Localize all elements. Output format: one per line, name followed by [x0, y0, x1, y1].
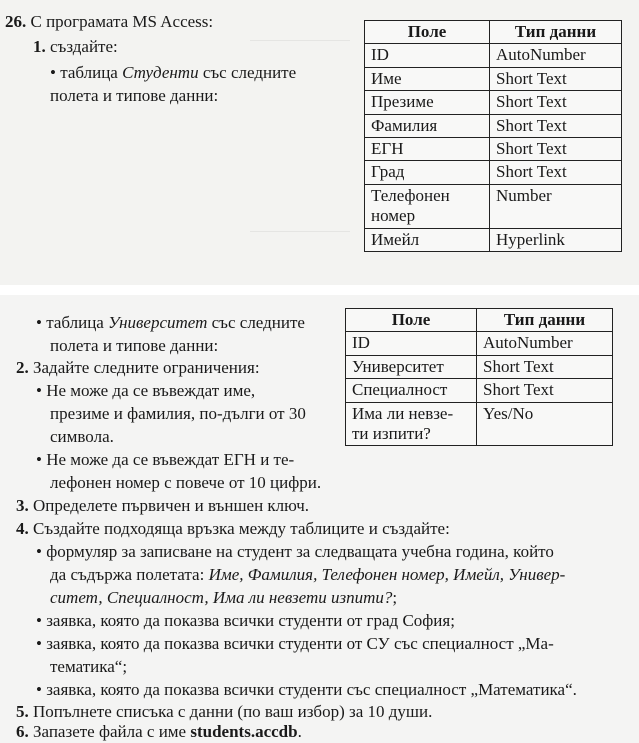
table-row	[346, 379, 613, 402]
form-fields-list-2: ситет, Специалност, Има ли невзети изпити?	[50, 588, 393, 607]
table-header-row	[365, 21, 622, 44]
data-type-cell: Number	[490, 184, 622, 228]
header-field: Поле	[365, 21, 490, 44]
form-fields-prefix: да съдържа полетата:	[50, 565, 209, 584]
data-type-cell: Hyperlink	[490, 228, 622, 251]
step-4-bullet-3-line1: • заявка, която да показва всички студенти от СУ със специалност „Ма-	[36, 634, 554, 653]
header-type: Тип данни	[490, 21, 622, 44]
form-fields-suffix: ;	[392, 588, 398, 607]
step-6-suffix: .	[297, 722, 302, 741]
students-bullet-line2: полета и типове данни:	[50, 86, 219, 105]
step-5-text: Попълнете списъка с данни (по ваш избор) за 10 души.	[33, 702, 433, 721]
field-name-cell: Фамилия	[365, 114, 490, 137]
step-6-number: 6.	[16, 722, 29, 741]
students-table-name: Студенти	[122, 63, 199, 82]
table-row	[346, 402, 613, 446]
data-type-cell: Short Text	[490, 67, 622, 90]
data-type-cell: AutoNumber	[477, 332, 613, 355]
field-name-cell: Град	[365, 161, 490, 184]
data-type-cell: Short Text	[490, 137, 622, 160]
field-name-cell: Има ли невзе- ти изпити?	[346, 402, 477, 446]
students-bullet-prefix: • таблица	[50, 63, 123, 82]
table-row	[346, 355, 613, 378]
step-2-number: 2.	[16, 358, 29, 377]
step-4-text: Създайте подходяща връзка между таблиците и създайте:	[33, 519, 450, 538]
step-6	[16, 722, 302, 742]
students-fields-table	[364, 20, 622, 252]
field-name-cell: Име	[365, 67, 490, 90]
table-row	[365, 44, 622, 67]
table-row	[346, 332, 613, 355]
step-4-bullet-4: • заявка, която да показва всички студенти със специалност „Математика“.	[36, 680, 577, 699]
students-bullet-suffix: със следните	[198, 63, 297, 82]
university-fields-table	[345, 308, 613, 446]
step-2-bullet-2-line2: лефонен номер с повече от 10 цифри.	[50, 473, 322, 492]
form-fields-list-1: Име, Фамилия, Телефонен номер, Имейл, Универ-	[208, 565, 566, 584]
university-bullet-prefix: • таблица	[36, 313, 109, 332]
scan-gap	[0, 285, 639, 295]
step-6-filename: students.accdb	[190, 722, 298, 741]
step-3	[16, 496, 309, 516]
university-table-name: Университет	[108, 313, 208, 332]
data-type-cell: Short Text	[490, 161, 622, 184]
step-4-bullet-1-line1: • формуляр за записване на студент за следващата учебна година, който	[36, 542, 554, 561]
data-type-cell: Short Text	[490, 91, 622, 114]
table-row	[365, 184, 622, 228]
field-name-cell: ID	[346, 332, 477, 355]
field-name-cell: Телефонен номер	[365, 184, 490, 228]
task-intro: С програмата MS Access:	[30, 12, 214, 31]
step-2-text: Задайте следните ограничения:	[33, 358, 260, 377]
university-bullet-line2: полета и типове данни:	[50, 336, 219, 355]
field-name-cell: ЕГН	[365, 137, 490, 160]
table-row	[365, 114, 622, 137]
step-2-bullet-1-line2: презиме и фамилия, по-дълги от 30	[50, 404, 306, 423]
table-row	[365, 91, 622, 114]
step-4-bullet-3-line2: тематика“;	[50, 657, 128, 676]
step-2	[16, 358, 260, 378]
step-6-text: Запазете файла с име	[33, 722, 191, 741]
step-4-bullet-2: • заявка, която да показва всички студенти от град София;	[36, 611, 455, 630]
table-row	[365, 67, 622, 90]
data-type-cell: AutoNumber	[490, 44, 622, 67]
step-4-number: 4.	[16, 519, 29, 538]
task-heading	[5, 12, 213, 32]
field-name-cell: Университет	[346, 355, 477, 378]
field-name-cell: Специалност	[346, 379, 477, 402]
table-row	[365, 161, 622, 184]
step-5	[16, 702, 432, 722]
step-1	[33, 37, 118, 57]
step-1-text: създайте:	[50, 37, 118, 56]
step-3-text: Определете първичен и външен ключ.	[33, 496, 310, 515]
step-4-bullet-1-line3	[50, 588, 397, 608]
table-row	[365, 228, 622, 251]
data-type-cell: Short Text	[477, 379, 613, 402]
step-1-number: 1.	[33, 37, 46, 56]
step-2-bullet-1-line3: символа.	[50, 427, 114, 446]
step-4-bullet-1-line2	[50, 565, 565, 585]
step-4	[16, 519, 450, 539]
students-bullet	[50, 63, 296, 83]
task-number: 26.	[5, 12, 27, 31]
header-field: Поле	[346, 309, 477, 332]
table-row	[365, 137, 622, 160]
field-name-cell: ID	[365, 44, 490, 67]
data-type-cell: Short Text	[477, 355, 613, 378]
header-type: Тип данни	[477, 309, 613, 332]
field-name-cell: Презиме	[365, 91, 490, 114]
data-type-cell: Short Text	[490, 114, 622, 137]
step-2-bullet-1-line1: • Не може да се въвеждат име,	[36, 381, 256, 400]
step-5-number: 5.	[16, 702, 29, 721]
step-2-bullet-2-line1: • Не може да се въвеждат ЕГН и те-	[36, 450, 295, 469]
field-name-cell: Имейл	[365, 228, 490, 251]
university-bullet-suffix: със следните	[207, 313, 305, 332]
university-bullet	[36, 313, 305, 333]
step-3-number: 3.	[16, 496, 29, 515]
table-header-row	[346, 309, 613, 332]
data-type-cell: Yes/No	[477, 402, 613, 446]
